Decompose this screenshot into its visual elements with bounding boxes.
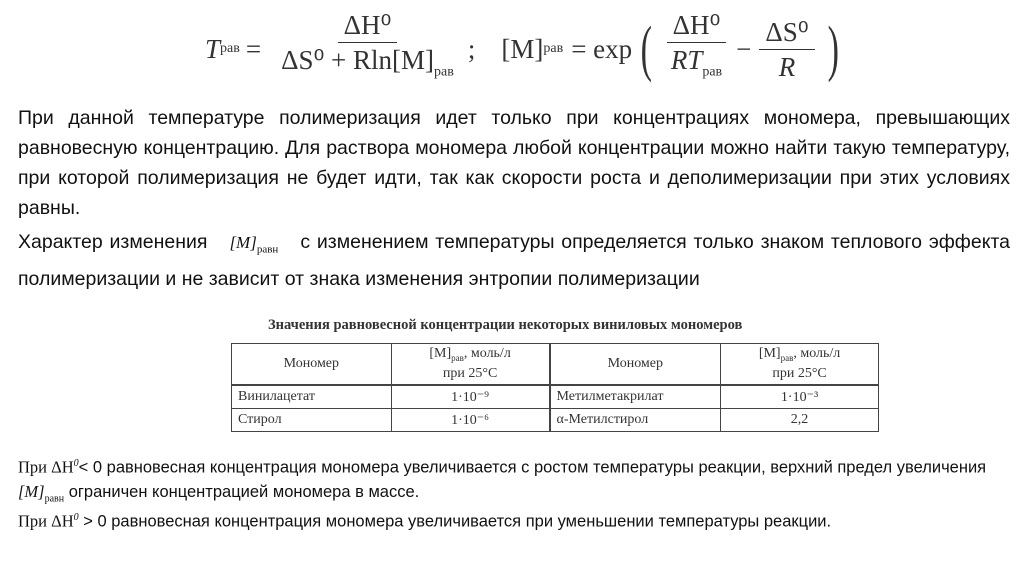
paragraph2-after: с изменением температуры определяется только знаком теплового эффекта полимеризации и не зависит от знака изменения энтропии полимеризации (18, 231, 1011, 291)
paragraph2-before: Характер изменения (18, 231, 208, 253)
formula-minus: − (736, 33, 752, 64)
formula-right-paren: ) (827, 15, 839, 83)
note1-sup: 0 (73, 458, 79, 469)
table-header-row (232, 344, 879, 386)
formula-exp: = exp (571, 33, 633, 64)
formula-t-symbol: T (205, 33, 221, 64)
table-row (232, 409, 879, 432)
table-cell: 1·10⁻⁶ (391, 409, 549, 432)
equilibrium-concentration-table (231, 343, 879, 432)
note1-text1: < 0 равновесная концентрация мономера увеличивается с ростом температуры реакции, верхний предел увеличения (78, 458, 987, 477)
formula-num-1: ΔH⁰ (338, 10, 398, 43)
note1-var: $[M]_{равн}$ (18, 481, 65, 504)
note2-text: > 0 равновесная концентрация мономера увеличивается при уменьшении температуры реакции. (83, 512, 832, 531)
table-cell: Стирол (232, 409, 392, 432)
table-title: Значения равновесной концентрации некоторых виниловых мономеров (268, 317, 743, 333)
table-cell: α-Метилстирол (550, 409, 721, 432)
formula-den-3: R (778, 51, 796, 82)
formula-t-sub: рав (220, 41, 240, 56)
equilibrium-formula (205, 8, 845, 90)
header-concentration-1: $[M]_{рав}$, моль/л при 25°C (391, 344, 549, 386)
formula-den-2: $RT_{рав}$ (670, 45, 723, 80)
header-monomer-1: Мономер (232, 344, 392, 386)
formula-fraction-1 (275, 10, 460, 87)
note2-prefix: При ΔH (18, 511, 74, 531)
table-cell: 1·10⁻³ (721, 385, 879, 409)
formula-m-sub: рав (543, 41, 564, 56)
formula-fraction-2 (665, 10, 728, 87)
table-cell: 1·10⁻⁹ (391, 385, 549, 409)
paragraph-equilibrium-temperature: При данной температуре полимеризация идет только при концентрациях мономера, превышающих равновесную концентрацию. Для раствора мономера любой концентрации можно найти такую температуру, при которой полимеризация не будет идти, так как скорости роста и деполимеризации при этих условиях равны. (18, 107, 1010, 219)
formula-semicolon: ; (467, 33, 476, 64)
table-row (232, 385, 879, 409)
formula-equals: = (245, 33, 262, 64)
table-cell: 2,2 (721, 409, 879, 432)
formula-den-1: $\Delta S^0 + Rln[M]_{рав}$ (281, 45, 454, 80)
paragraph2-var: $[M]_{равн}$ (229, 233, 279, 256)
formula-num-2: ΔH⁰ (667, 10, 727, 43)
note-positive-enthalpy (18, 506, 1010, 534)
note2-sup: 0 (73, 512, 79, 523)
note1-text2: ограничен концентрацией мономера в массе. (68, 482, 420, 501)
header-monomer-2: Мономер (550, 344, 721, 386)
note-negative-enthalpy (18, 452, 1010, 511)
header-concentration-2: $[M]_{рав}$, моль/л при 25°C (721, 344, 879, 386)
table-cell: Метилметакрилат (550, 385, 721, 409)
paragraph-concentration-character (18, 227, 1010, 294)
table-cell: Винилацетат (232, 385, 392, 409)
formula-left-paren: ( (640, 15, 653, 83)
formula-fraction-3 (759, 17, 814, 82)
formula-m-symbol: [M] (501, 33, 544, 64)
note1-prefix: При ΔH (18, 457, 74, 477)
formula-num-3: ΔS⁰ (759, 17, 814, 50)
